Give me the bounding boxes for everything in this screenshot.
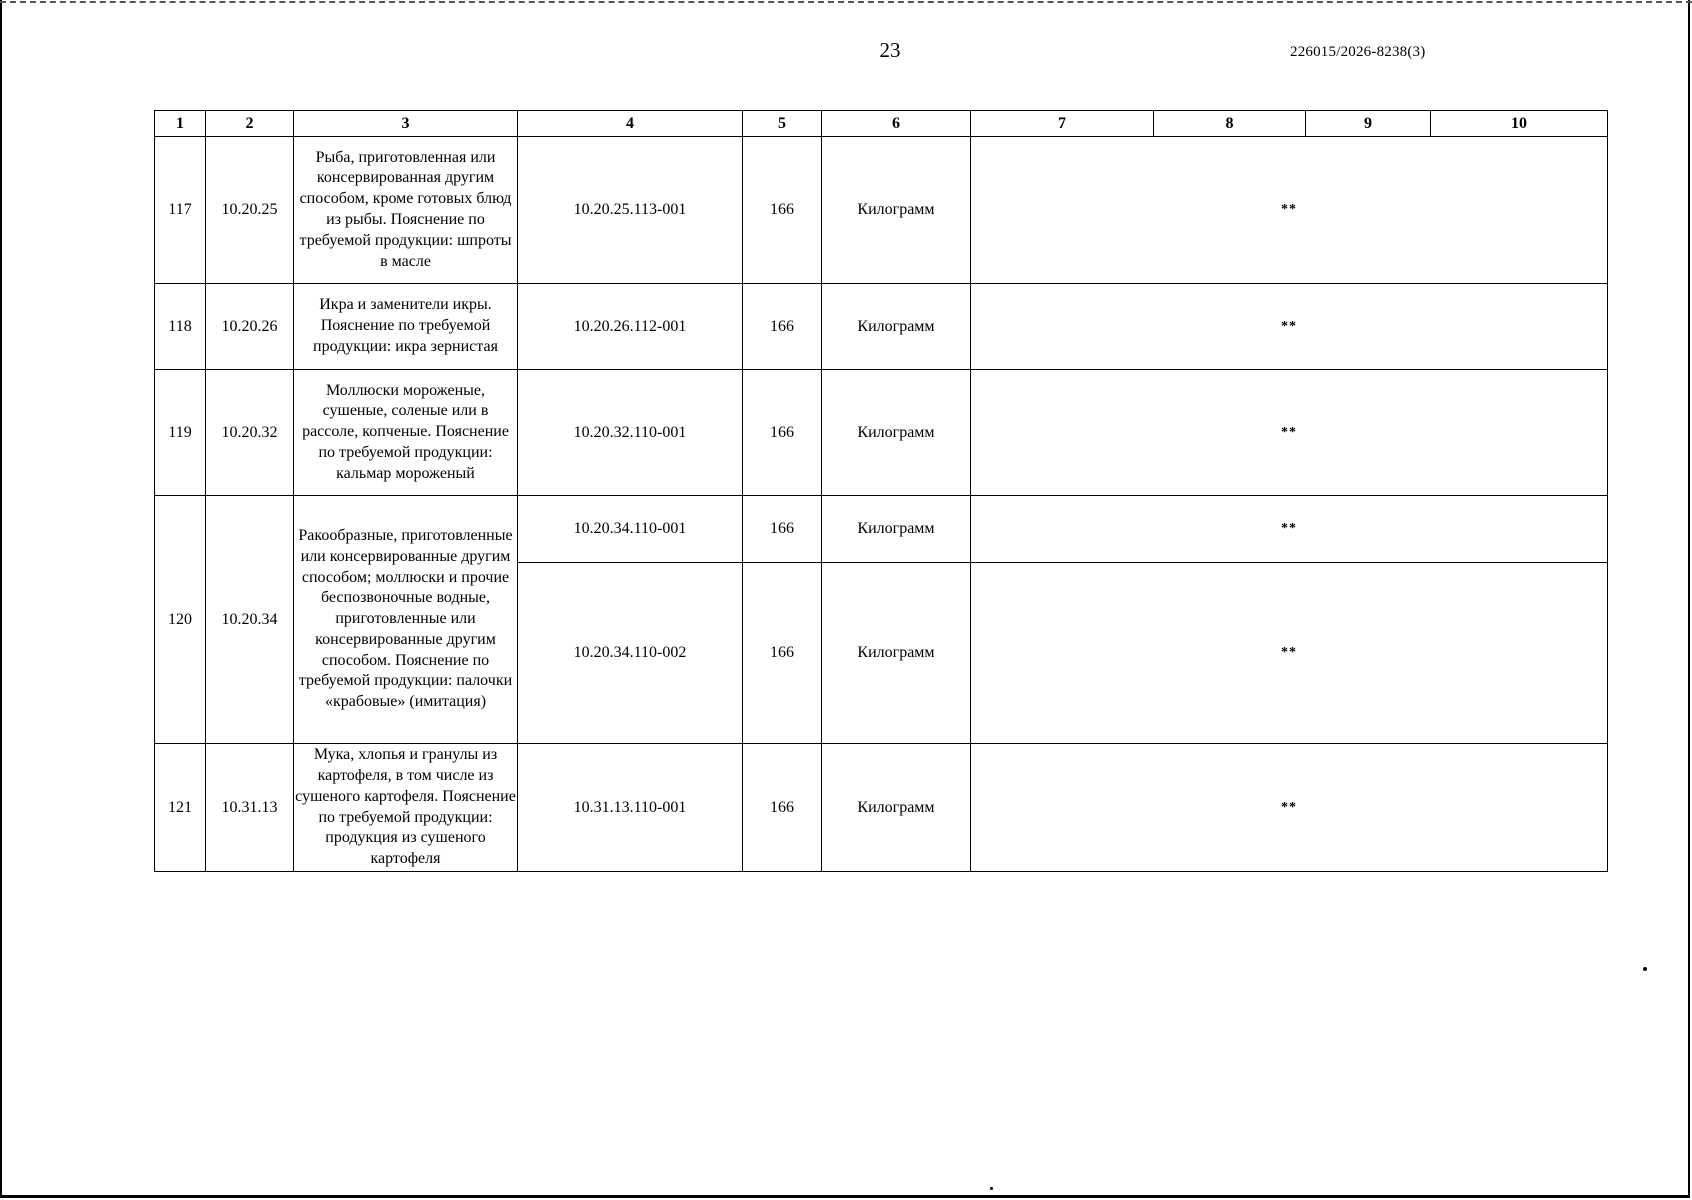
column-header: 9 <box>1306 111 1431 137</box>
values-mark: ** <box>971 744 1608 872</box>
catalog-code: 10.20.26.112-001 <box>518 284 743 370</box>
table-header-row <box>155 111 1608 137</box>
row-number: 119 <box>155 370 206 496</box>
table-row <box>155 496 1608 563</box>
unit-code: 166 <box>743 744 822 872</box>
column-header: 2 <box>206 111 294 137</box>
table-row <box>155 284 1608 370</box>
okpd-code: 10.20.25 <box>206 137 294 284</box>
unit-name: Килограмм <box>822 284 971 370</box>
values-mark: ** <box>971 284 1608 370</box>
catalog-code: 10.20.32.110-001 <box>518 370 743 496</box>
unit-name: Килограмм <box>822 370 971 496</box>
scan-speck <box>990 1187 993 1190</box>
page-number: 23 <box>879 38 901 62</box>
product-description: Рыба, приготовленная или консервированная другим способом, кроме готовых блюд из рыбы. Пояснение по требуемой продукции: шпроты в масле <box>294 137 518 284</box>
values-mark: ** <box>971 370 1608 496</box>
column-header: 8 <box>1154 111 1306 137</box>
unit-code: 166 <box>743 284 822 370</box>
row-number: 120 <box>155 496 206 744</box>
column-header: 3 <box>294 111 518 137</box>
row-number: 117 <box>155 137 206 284</box>
unit-name: Килограмм <box>822 137 971 284</box>
column-header: 6 <box>822 111 971 137</box>
column-header: 4 <box>518 111 743 137</box>
table-row <box>155 370 1608 496</box>
column-header: 1 <box>155 111 206 137</box>
scan-speck <box>1643 967 1647 971</box>
table-row <box>155 744 1608 872</box>
okpd-code: 10.20.32 <box>206 370 294 496</box>
okpd-code: 10.20.34 <box>206 496 294 744</box>
okpd-code: 10.20.26 <box>206 284 294 370</box>
unit-name: Килограмм <box>822 496 971 563</box>
product-description: Моллюски мороженые, сушеные, соленые или в рассоле, копченые. Пояснение по требуемой продукции: кальмар мороженый <box>294 370 518 496</box>
column-header: 10 <box>1431 111 1608 137</box>
products-table <box>154 110 1608 872</box>
catalog-code: 10.20.34.110-001 <box>518 496 743 563</box>
catalog-code: 10.20.25.113-001 <box>518 137 743 284</box>
document-id: 226015/2026-8238(3) <box>1290 44 1426 60</box>
column-header: 5 <box>743 111 822 137</box>
product-description: Ракообразные, приготовленные или консервированные другим способом; моллюски и прочие беспозвоночные водные, приготовленные или консервированные другим способом. Пояснение по требуемой продукции: палочки «крабовые» (имитация) <box>294 496 518 744</box>
column-header: 7 <box>971 111 1154 137</box>
values-mark: ** <box>971 496 1608 563</box>
unit-name: Килограмм <box>822 563 971 744</box>
unit-code: 166 <box>743 370 822 496</box>
values-mark: ** <box>971 137 1608 284</box>
table-row <box>155 137 1608 284</box>
unit-code: 166 <box>743 496 822 563</box>
unit-code: 166 <box>743 563 822 744</box>
unit-code: 166 <box>743 137 822 284</box>
catalog-code: 10.20.34.110-002 <box>518 563 743 744</box>
unit-name: Килограмм <box>822 744 971 872</box>
okpd-code: 10.31.13 <box>206 744 294 872</box>
catalog-code: 10.31.13.110-001 <box>518 744 743 872</box>
values-mark: ** <box>971 563 1608 744</box>
page-top-edge <box>0 1 1692 3</box>
product-description: Мука, хлопья и гранулы из картофеля, в том числе из сушеного картофеля. Пояснение по требуемой продукции: продукция из сушеного картофеля <box>294 744 518 872</box>
product-description: Икра и заменители икры. Пояснение по требуемой продукции: икра зернистая <box>294 284 518 370</box>
row-number: 118 <box>155 284 206 370</box>
row-number: 121 <box>155 744 206 872</box>
